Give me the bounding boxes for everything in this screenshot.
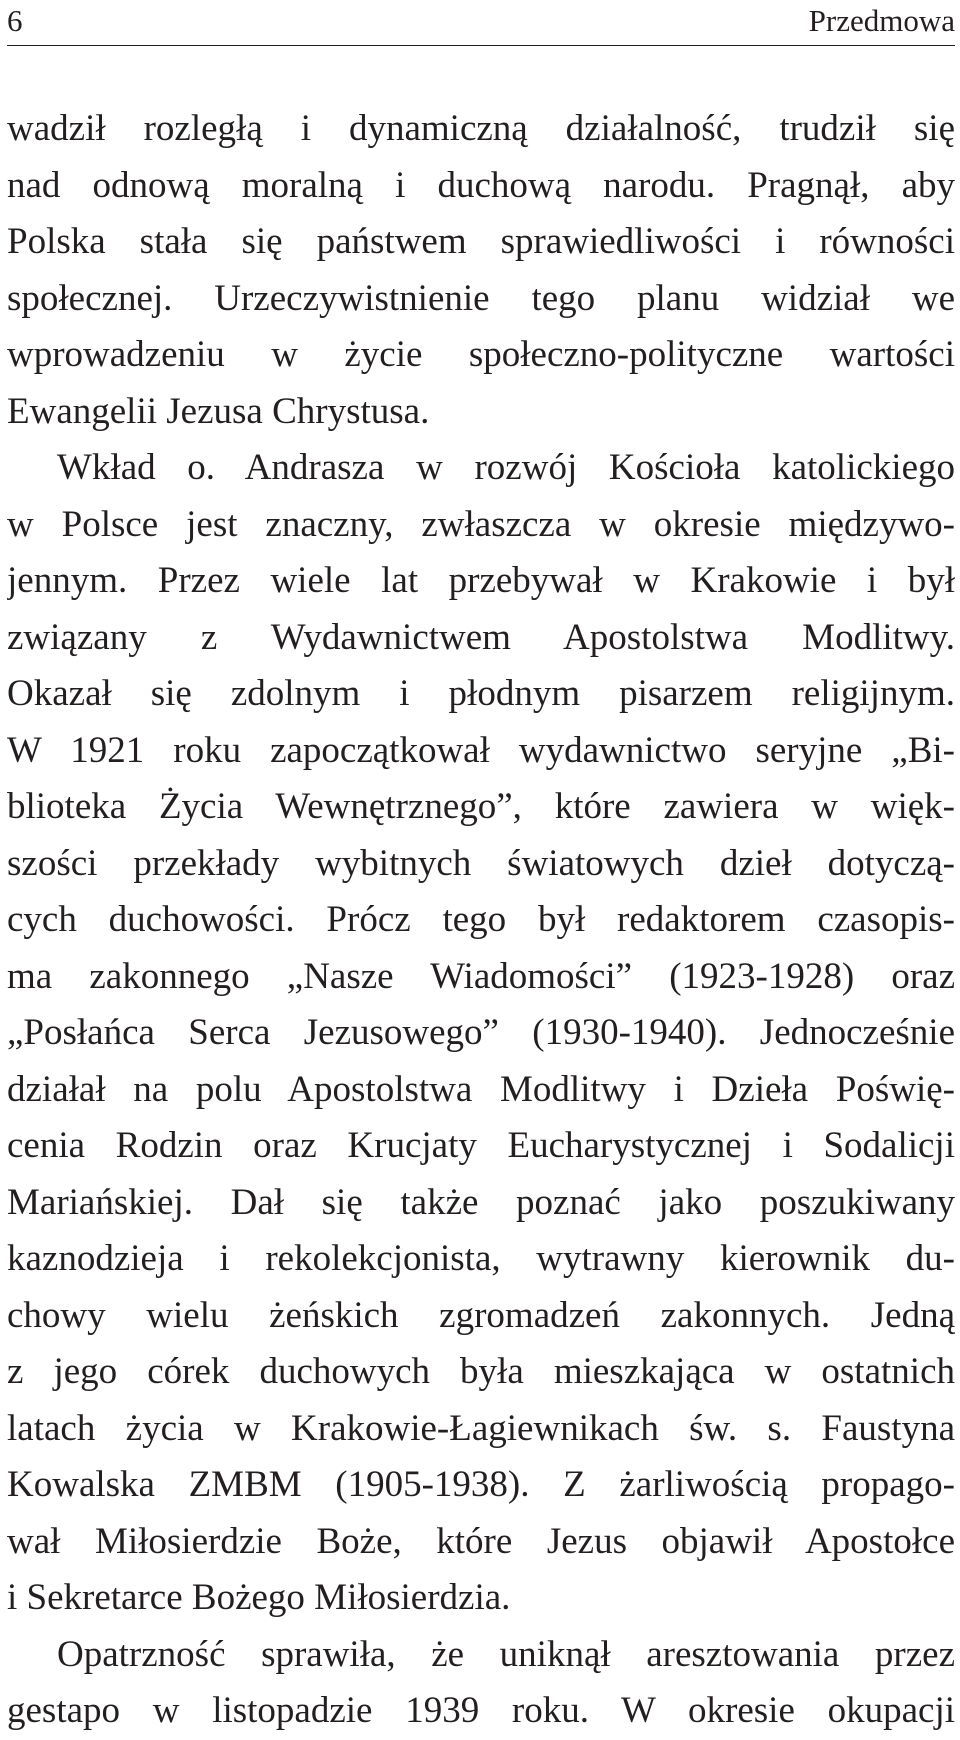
text-line: chowy wielu żeńskich zgromadzeń zakonnych. Jedną [7,1294,955,1336]
text-line: Kowalska ZMBM (1905-1938). Z żarliwością propago- [7,1464,955,1505]
text-line: szości przekłady wybitnych światowych dzieł dotyczą- [7,842,955,884]
text-line: wprowadzeniu w życie społeczno-polityczne wartości [7,334,955,375]
text-line: Mariańskiej. Dał się także poznać jako poszukiwany [7,1181,955,1223]
text-line: wał Miłosierdzie Boże, które Jezus objawił Apostołce [7,1520,955,1562]
paragraph [7,101,955,440]
text-line: nad odnową moralną i duchową narodu. Pragnął, aby [7,164,955,206]
text-line: W 1921 roku zapoczątkował wydawnictwo seryjne „Bi- [7,729,955,771]
text-line: kaznodzieja i rekolekcjonista, wytrawny kierownik du- [7,1238,955,1279]
text-line: Okazał się zdolnym i płodnym pisarzem religijnym. [7,673,955,714]
paragraph [7,1627,955,1740]
body-text [7,101,955,1740]
running-head [7,0,955,46]
text-line: działał na polu Apostolstwa Modlitwy i Dzieła Poświę- [7,1068,955,1110]
text-line: związany z Wydawnictwem Apostolstwa Modlitwy. [7,616,955,658]
text-line: jennym. Przez wiele lat przebywał w Krakowie i był [7,560,955,601]
text-line: cenia Rodzin oraz Krucjaty Eucharystycznej i Sodalicji [7,1125,955,1166]
text-line: Opatrzność sprawiła, że uniknął aresztowania przez [57,1633,955,1675]
text-line: „Posłańca Serca Jezusowego” (1930-1940). Jednocześnie [7,1012,955,1053]
text-line: wadził rozległą i dynamiczną działalność, trudził się [7,108,955,149]
text-line: gestapo w listopadzie 1939 roku. W okresie okupacji [7,1690,955,1731]
text-line: społecznej. Urzeczywistnienie tego planu widział we [7,277,955,319]
page-number: 6 [7,3,23,38]
text-line: z jego córek duchowych była mieszkająca w ostatnich [7,1351,955,1392]
text-line: blioteka Życia Wewnętrznego”, które zawiera w więk- [7,786,955,827]
text-line: Wkład o. Andrasza w rozwój Kościoła katolickiego [57,447,955,488]
text-line: cych duchowości. Prócz tego był redaktorem czasopis- [7,899,955,940]
text-line: latach życia w Krakowie-Łagiewnikach św. s. Faustyna [7,1407,955,1449]
text-line: ma zakonnego „Nasze Wiadomości” (1923-1928) oraz [7,955,955,997]
text-line: i Sekretarce Bożego Miłosierdzia. [7,1577,511,1618]
text-line: w Polsce jest znaczny, zwłaszcza w okresie międzywo- [7,503,955,545]
section-title: Przedmowa [808,3,955,38]
text-line: Ewangelii Jezusa Chrystusa. [7,390,430,432]
paragraph [7,440,955,1627]
text-line: Polska stała się państwem sprawiedliwości i równości [7,221,955,262]
